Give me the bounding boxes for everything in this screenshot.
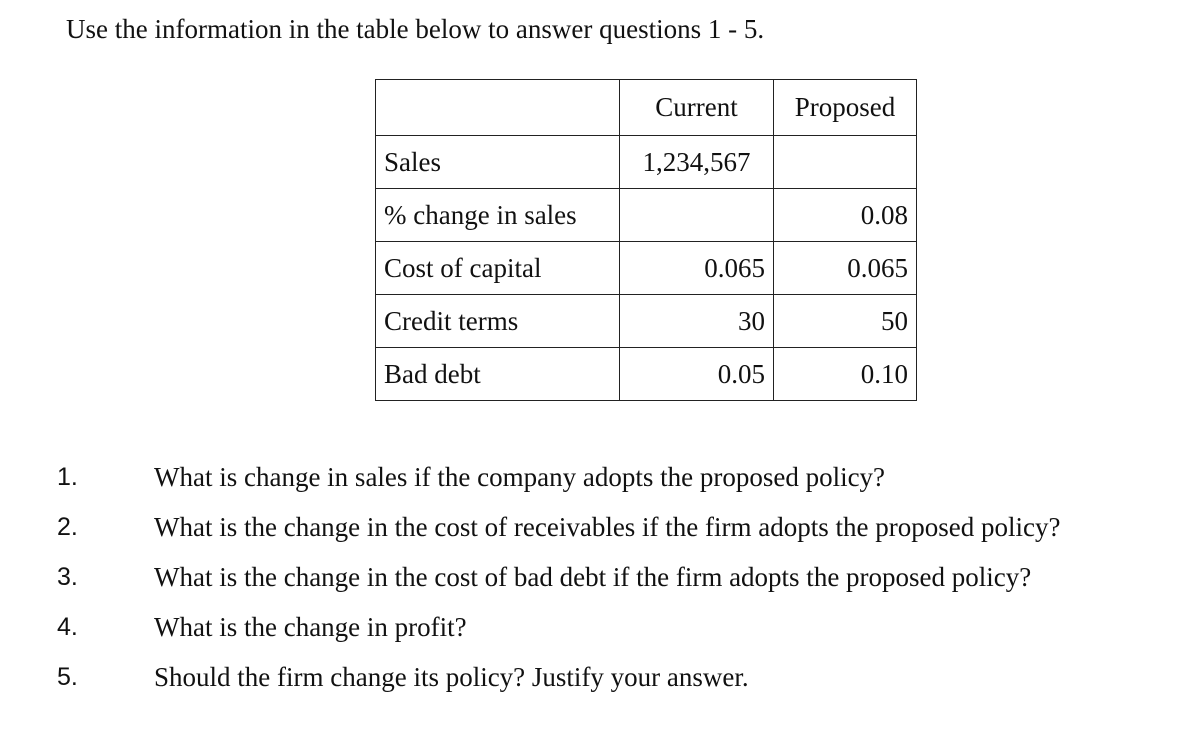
policy-data-table — [375, 79, 917, 401]
question-number: 3. — [57, 563, 78, 591]
question-text: What is the change in profit? — [154, 612, 467, 642]
current-value: 0.05 — [620, 348, 774, 401]
table-row — [376, 348, 917, 401]
current-value — [620, 189, 774, 242]
question-text: What is change in sales if the company adopts the proposed policy? — [154, 462, 886, 492]
table-row — [376, 189, 917, 242]
table-row — [376, 136, 917, 189]
table-header-proposed: Proposed — [774, 80, 917, 136]
question-number: 2. — [57, 513, 78, 541]
row-label: Bad debt — [376, 348, 620, 401]
table-row — [376, 242, 917, 295]
table-row — [376, 295, 917, 348]
table-header-row — [376, 80, 917, 136]
question-text: What is the change in the cost of bad debt if the firm adopts the proposed policy? — [154, 562, 1032, 592]
proposed-value: 0.08 — [774, 189, 917, 242]
row-label: Cost of capital — [376, 242, 620, 295]
table-header-cell-empty — [376, 80, 620, 136]
current-value: 1,234,567 — [620, 136, 774, 189]
row-label: Sales — [376, 136, 620, 189]
row-label: Credit terms — [376, 295, 620, 348]
row-label: % change in sales — [376, 189, 620, 242]
proposed-value: 0.065 — [774, 242, 917, 295]
proposed-value: 0.10 — [774, 348, 917, 401]
question-text: Should the firm change its policy? Justify your answer. — [154, 662, 749, 692]
proposed-value: 50 — [774, 295, 917, 348]
instructions-text: Use the information in the table below to answer questions 1 - 5. — [66, 14, 765, 44]
table-header-current: Current — [620, 80, 774, 136]
proposed-value — [774, 136, 917, 189]
question-text: What is the change in the cost of receivables if the firm adopts the proposed policy? — [154, 512, 1061, 542]
current-value: 0.065 — [620, 242, 774, 295]
question-number: 1. — [57, 463, 78, 491]
question-number: 4. — [57, 613, 78, 641]
question-number: 5. — [57, 663, 78, 691]
current-value: 30 — [620, 295, 774, 348]
